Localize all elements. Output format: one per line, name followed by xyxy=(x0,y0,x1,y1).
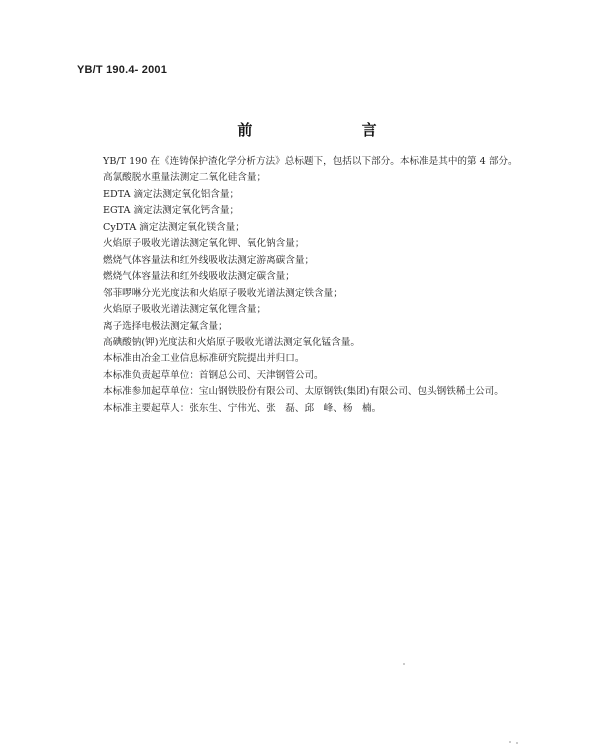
list-item: 离子选择电极法测定氟含量； xyxy=(103,320,228,332)
paragraph-drafting-units: 本标准负责起草单位：首钢总公司、天津钢管公司。 xyxy=(103,369,324,381)
paragraph-proposer: 本标准由冶金工业信息标准研究院提出并归口。 xyxy=(103,353,305,365)
list-item: 高碘酸钠(钾)光度法和火焰原子吸收光谱法测定氧化锰含量。 xyxy=(103,336,360,348)
paragraph-intro: YB/T 190 在《连铸保护渣化学分析方法》总标题下，包括以下部分。本标准是其中的第 4 部分。 xyxy=(103,156,518,167)
foreword-body xyxy=(103,154,573,417)
list-item: EGTA 滴定法测定氧化钙含量； xyxy=(103,205,240,217)
scan-speck xyxy=(516,742,518,744)
list-item: 火焰原子吸收光谱法测定氧化钾、氧化钠含量； xyxy=(103,238,305,250)
scan-speck xyxy=(509,741,511,743)
list-item: 燃烧气体容量法和红外线吸收法测定游离碳含量； xyxy=(103,254,315,266)
page-title: 前 言 xyxy=(237,121,429,139)
list-item: EDTA 滴定法测定氧化铝含量； xyxy=(103,188,240,200)
standard-code: YB/T 190.4- 2001 xyxy=(77,64,168,76)
list-item: 邻菲啰啉分光光度法和火焰原子吸收光谱法测定铁含量； xyxy=(103,287,343,299)
list-item: CyDTA 滴定法测定氧化镁含量； xyxy=(103,221,245,233)
paragraph-participating-units: 本标准参加起草单位：宝山钢铁股份有限公司、太原钢铁(集团)有限公司、包头钢铁稀土公司。 xyxy=(103,386,504,398)
list-item: 火焰原子吸收光谱法测定氧化锂含量； xyxy=(103,304,267,316)
list-item: 高氯酸脱水重量法测定二氧化硅含量； xyxy=(103,172,267,184)
scan-speck xyxy=(403,663,405,665)
list-item: 燃烧气体容量法和红外线吸收法测定碳含量； xyxy=(103,271,295,283)
paragraph-drafters: 本标准主要起草人：张东生、宁伟光、张 磊、邱 峰、杨 楠。 xyxy=(103,402,382,414)
